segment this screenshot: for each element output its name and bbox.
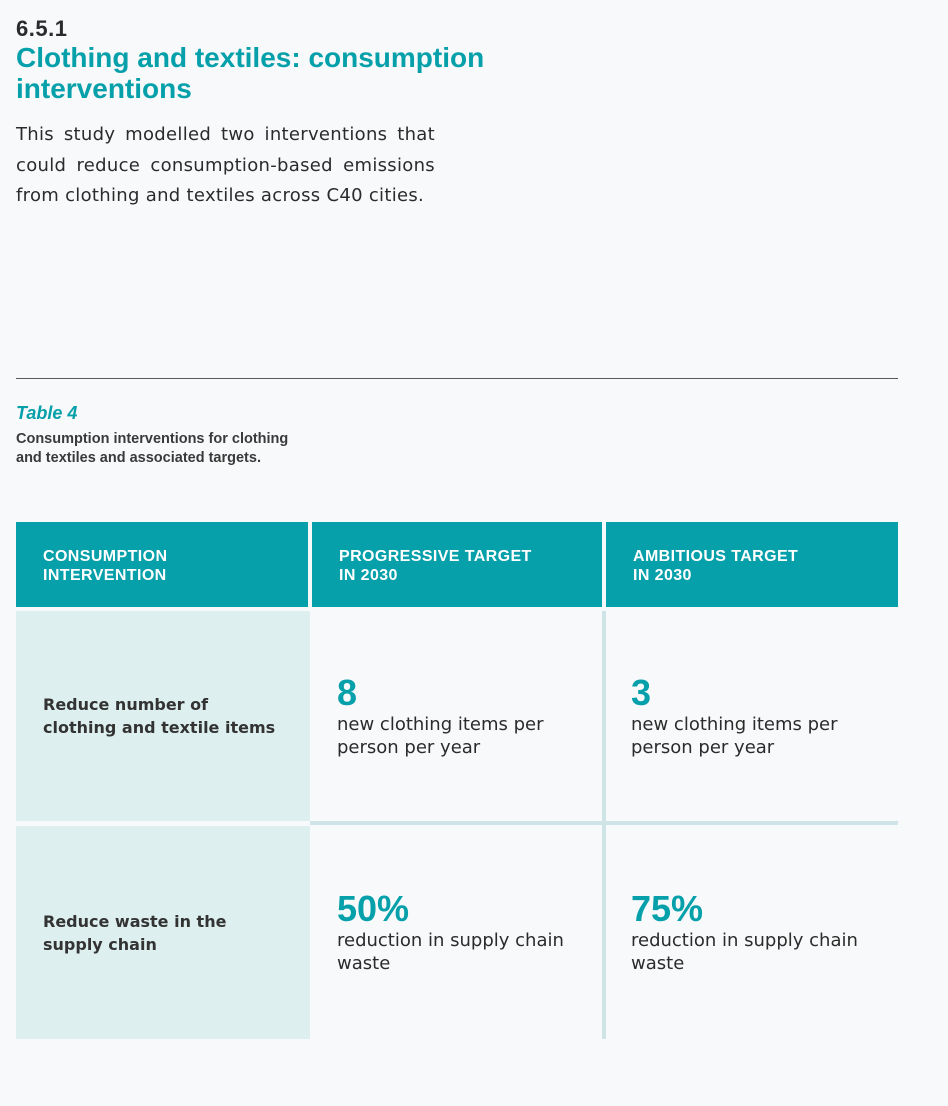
section-number: 6.5.1 [16,16,68,41]
header-ambitious-target [606,522,898,607]
target-value: 8 [337,672,358,713]
target-value: 75% [631,888,704,929]
intervention-name: Reduce waste in the supply chain [43,911,227,954]
table-row-label [16,611,310,821]
intro-paragraph: This study modelled two interventions that could reduce consumption-based emissions from clothing and textiles across C40 cities. [16,124,435,206]
progressive-target-cell [311,611,602,821]
target-value: 50% [337,888,410,929]
target-description: reduction in supply chain waste [631,930,858,974]
section-divider [16,378,898,379]
column-divider [602,611,606,1039]
header-label: CONSUMPTION INTERVENTION [43,548,168,584]
ambitious-target-cell [606,611,898,821]
table-row-label [16,826,310,1039]
table-caption: Consumption interventions for clothing and textiles and associated targets. [16,431,289,466]
section-title: Clothing and textiles: consumption interventions [16,42,485,104]
intervention-name: Reduce number of clothing and textile items [43,695,276,737]
progressive-target-cell [311,826,602,1039]
header-label: AMBITIOUS TARGET IN 2030 [633,548,799,584]
ambitious-target-cell [606,826,898,1039]
header-consumption-intervention [16,522,308,607]
table-label: Table 4 [16,403,78,423]
header-label: PROGRESSIVE TARGET IN 2030 [339,548,532,584]
header-progressive-target [312,522,602,607]
target-value: 3 [631,672,652,713]
target-description: reduction in supply chain waste [337,930,564,974]
interventions-table [16,522,898,1039]
row-divider [310,821,898,825]
target-description: new clothing items per person per year [631,714,838,758]
target-description: new clothing items per person per year [337,714,544,758]
